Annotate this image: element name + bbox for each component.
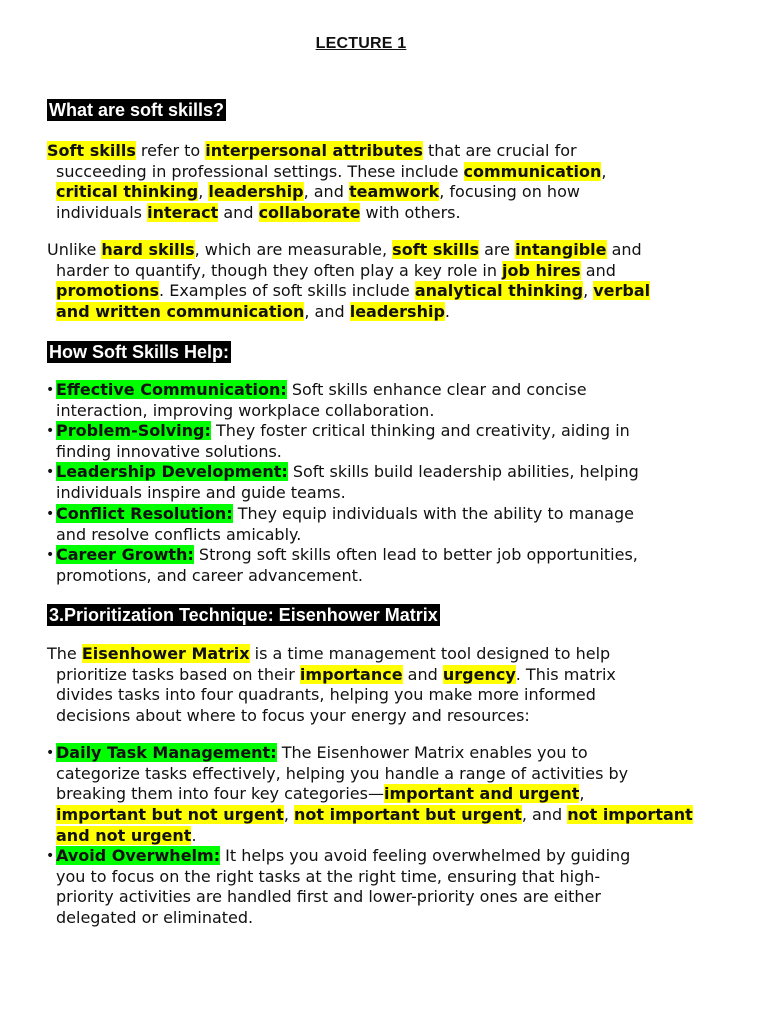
bullet-line	[46, 504, 726, 525]
text-span: .	[444, 302, 450, 322]
highlight-term: important but not urgent	[56, 805, 284, 825]
text-span: breaking them into four key categories—	[56, 784, 384, 804]
text-span: Soft skills build leadership abilities, helping	[287, 462, 639, 481]
bullet-label: Daily Task Management:	[56, 743, 277, 762]
bullet-dot-icon: •	[46, 382, 55, 398]
paragraph-line	[47, 162, 687, 183]
text-span: The	[47, 644, 82, 663]
text-span: that are crucial for	[422, 141, 577, 160]
text-span: ,	[583, 281, 594, 301]
paragraph-line	[47, 261, 687, 282]
bullet-line: interaction, improving workplace collaboration.	[56, 400, 435, 420]
paragraph-line	[47, 240, 687, 261]
highlight-term: leadership	[349, 302, 445, 322]
highlight-term: Eisenhower Matrix	[81, 644, 250, 663]
text-span: Unlike	[47, 240, 102, 259]
text-span: The Eisenhower Matrix enables you to	[276, 743, 588, 762]
section-heading-eisenhower: 3.Prioritization Technique: Eisenhower Matrix	[49, 605, 438, 625]
text-span: ,	[283, 805, 295, 825]
bullet-item-avoid-overwhelm	[46, 846, 726, 929]
bullet-label: Career Growth:	[56, 545, 194, 564]
bullet-line	[46, 805, 726, 826]
highlight-term: promotions	[56, 281, 160, 301]
text-span: , and	[303, 182, 349, 202]
paragraph-line	[47, 644, 687, 665]
bullet-label: Effective Communication:	[56, 380, 287, 399]
text-span: and	[580, 260, 616, 280]
bullet-line: priority activities are handled first and lower-priority ones are either	[56, 887, 601, 907]
text-span: ,	[601, 161, 607, 181]
bullet-line	[46, 846, 726, 867]
paragraph-line	[47, 665, 687, 686]
highlight-term: teamwork	[348, 182, 440, 202]
bullet-dot-icon: •	[46, 464, 55, 480]
bullet-line	[46, 380, 726, 401]
highlight-term: job hires	[502, 260, 581, 280]
text-span: and	[402, 664, 443, 684]
bullet-label: Conflict Resolution:	[56, 504, 233, 523]
highlight-term: intangible	[515, 240, 607, 259]
lecture-title: LECTURE 1	[315, 35, 407, 52]
bullet-line: individuals inspire and guide teams.	[56, 482, 346, 502]
highlight-term: verbal	[593, 281, 651, 301]
bullet-dot-icon: •	[46, 848, 55, 864]
bullet-dot-icon: •	[46, 423, 55, 439]
text-span: are	[479, 240, 516, 259]
paragraph-line	[47, 203, 687, 224]
bullet-item	[46, 545, 726, 586]
highlight-term: and not urgent	[56, 825, 192, 845]
bullet-line: delegated or eliminated.	[56, 908, 254, 928]
bullet-dot-icon: •	[46, 547, 55, 563]
bullet-line	[46, 743, 726, 764]
text-span: , and	[304, 302, 350, 322]
section-heading-soft-skills: What are soft skills?	[49, 100, 225, 120]
text-span: succeeding in professional settings. These include	[56, 161, 464, 181]
text-span: ,	[198, 182, 209, 202]
bullet-line: promotions, and career advancement.	[56, 565, 364, 585]
bullet-line: finding innovative solutions.	[56, 441, 282, 461]
bullet-item	[46, 380, 726, 421]
highlight-term: collaborate	[258, 203, 361, 223]
paragraph-soft-skills-definition	[47, 141, 687, 224]
text-span: They foster critical thinking and creativity, aiding in	[210, 421, 630, 440]
text-span: , which are measurable,	[194, 240, 393, 259]
text-span: individuals	[56, 203, 148, 223]
bullet-line	[46, 826, 726, 847]
text-span: ,	[579, 784, 585, 804]
highlight-term: critical thinking	[56, 182, 199, 202]
text-span: They equip individuals with the ability to manage	[232, 504, 634, 523]
paragraph-line	[47, 141, 687, 162]
highlight-term: communication	[463, 161, 602, 181]
bullet-item-daily-task	[46, 743, 726, 847]
highlight-term: and written communication	[56, 302, 305, 322]
bullet-dot-icon: •	[46, 745, 55, 761]
bullet-item	[46, 504, 726, 545]
bullet-line	[46, 545, 726, 566]
paragraph-line	[47, 281, 687, 302]
paragraph-line	[47, 182, 687, 203]
bullet-line	[46, 421, 726, 442]
highlight-term: importance	[299, 664, 403, 684]
highlight-term: not important	[567, 805, 693, 825]
text-span: . Examples of soft skills include	[159, 281, 415, 301]
text-span: is a time management tool designed to help	[249, 644, 611, 663]
text-span: . This matrix	[515, 664, 616, 684]
paragraph-hard-vs-soft	[47, 240, 687, 323]
paragraph-line: decisions about where to focus your energy and resources:	[56, 706, 530, 726]
paragraph-line: divides tasks into four quadrants, helping you make more informed	[56, 685, 596, 705]
section-heading-how-soft-skills-help: How Soft Skills Help:	[49, 342, 230, 362]
text-span: .	[191, 825, 197, 845]
text-span: with others.	[360, 203, 461, 223]
highlight-term: important and urgent	[383, 784, 580, 804]
bullet-item	[46, 421, 726, 462]
bullet-label: Problem-Solving:	[56, 421, 211, 440]
bullet-line: categorize tasks effectively, helping you handle a range of activities by	[56, 763, 629, 783]
paragraph-line	[47, 302, 687, 323]
bullet-label: Avoid Overwhelm:	[56, 846, 221, 865]
highlight-term: hard skills	[101, 240, 195, 259]
text-span: prioritize tasks based on their	[56, 664, 300, 684]
text-span: refer to	[135, 141, 206, 160]
bullet-line: and resolve conflicts amicably.	[56, 524, 302, 544]
text-span: harder to quantify, though they often play a key role in	[56, 260, 503, 280]
text-span: and	[218, 203, 259, 223]
bullet-line	[46, 784, 726, 805]
paragraph-eisenhower-intro	[47, 644, 687, 727]
highlight-term: soft skills	[392, 240, 480, 259]
bullet-line	[46, 462, 726, 483]
bullet-item	[46, 462, 726, 503]
highlight-term: urgency	[442, 664, 516, 684]
text-span: Strong soft skills often lead to better job opportunities,	[193, 545, 638, 564]
bullet-line: you to focus on the right tasks at the right time, ensuring that high-	[56, 866, 601, 886]
highlight-term: interpersonal attributes	[205, 141, 423, 160]
highlight-term: analytical thinking	[414, 281, 584, 301]
text-span: and	[606, 240, 642, 259]
highlight-term: not important but urgent	[294, 805, 522, 825]
text-span: It helps you avoid feeling overwhelmed by guiding	[220, 846, 631, 865]
highlight-term: interact	[147, 203, 219, 223]
bullet-label: Leadership Development:	[56, 462, 288, 481]
bullet-dot-icon: •	[46, 506, 55, 522]
highlight-term: leadership	[208, 182, 304, 202]
highlight-term: Soft skills	[47, 141, 136, 160]
text-span: , focusing on how	[439, 182, 580, 202]
text-span: Soft skills enhance clear and concise	[286, 380, 587, 399]
text-span: , and	[521, 805, 568, 825]
